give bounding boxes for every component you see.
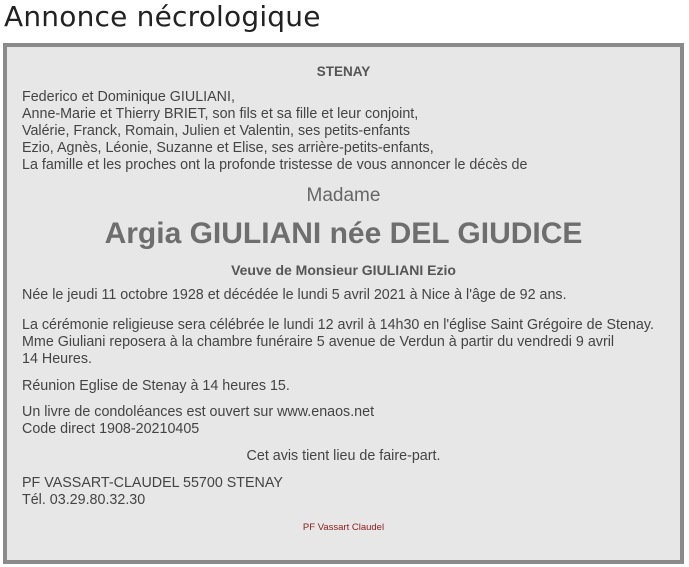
obituary-notice — [3, 43, 684, 564]
birth-death-text: Née le jeudi 11 octobre 1928 et décédée le lundi 5 avril 2021 à Nice à l'âge de 92 ans. — [22, 287, 567, 303]
family-line: Federico et Dominique GIULIANI, — [22, 89, 235, 105]
family-line: La famille et les proches ont la profonde tristesse de vous annoncer le décès de — [22, 157, 528, 173]
ceremony-block — [22, 317, 654, 368]
condolences-line: Un livre de condoléances est ouvert sur www.enaos.net — [22, 404, 375, 420]
notice-city: STENAY — [316, 64, 371, 79]
signature: PF Vassart Claudel — [302, 522, 385, 533]
family-line: Anne-Marie et Thierry BRIET, son fils et sa fille et leur conjoint, — [22, 106, 419, 122]
widow-of: Veuve de Monsieur GIULIANI Ezio — [231, 262, 456, 278]
ceremony-line: 14 Heures. — [22, 351, 92, 367]
family-line: Ezio, Agnès, Léonie, Suzanne et Elise, ses arrière-petits-enfants, — [22, 140, 434, 156]
undertaker-block — [22, 475, 283, 509]
ceremony-line: La cérémonie religieuse sera célébrée le lundi 12 avril à 14h30 en l'église Saint Grégoire de Stenay. — [22, 317, 654, 333]
ceremony-line: Mme Giuliani reposera à la chambre funéraire 5 avenue de Verdun à partir du vendredi 9 avril — [22, 334, 615, 350]
page-title: Annonce nécrologique — [4, 0, 321, 33]
family-block — [22, 89, 527, 174]
faire-part-text: Cet avis tient lieu de faire-part. — [246, 448, 441, 464]
salutation: Madame — [306, 185, 381, 206]
family-line: Valérie, Franck, Romain, Julien et Valentin, ses petits-enfants — [22, 123, 411, 139]
meeting-text: Réunion Eglise de Stenay à 14 heures 15. — [22, 378, 290, 394]
undertaker-name: PF VASSART-CLAUDEL 55700 STENAY — [22, 475, 283, 491]
condolences-block — [22, 404, 374, 438]
condolences-code: Code direct 1908-20210405 — [22, 421, 200, 437]
undertaker-phone: Tél. 03.29.80.32.30 — [22, 492, 146, 508]
deceased-name: Argia GIULIANI née DEL GIUDICE — [104, 217, 583, 250]
